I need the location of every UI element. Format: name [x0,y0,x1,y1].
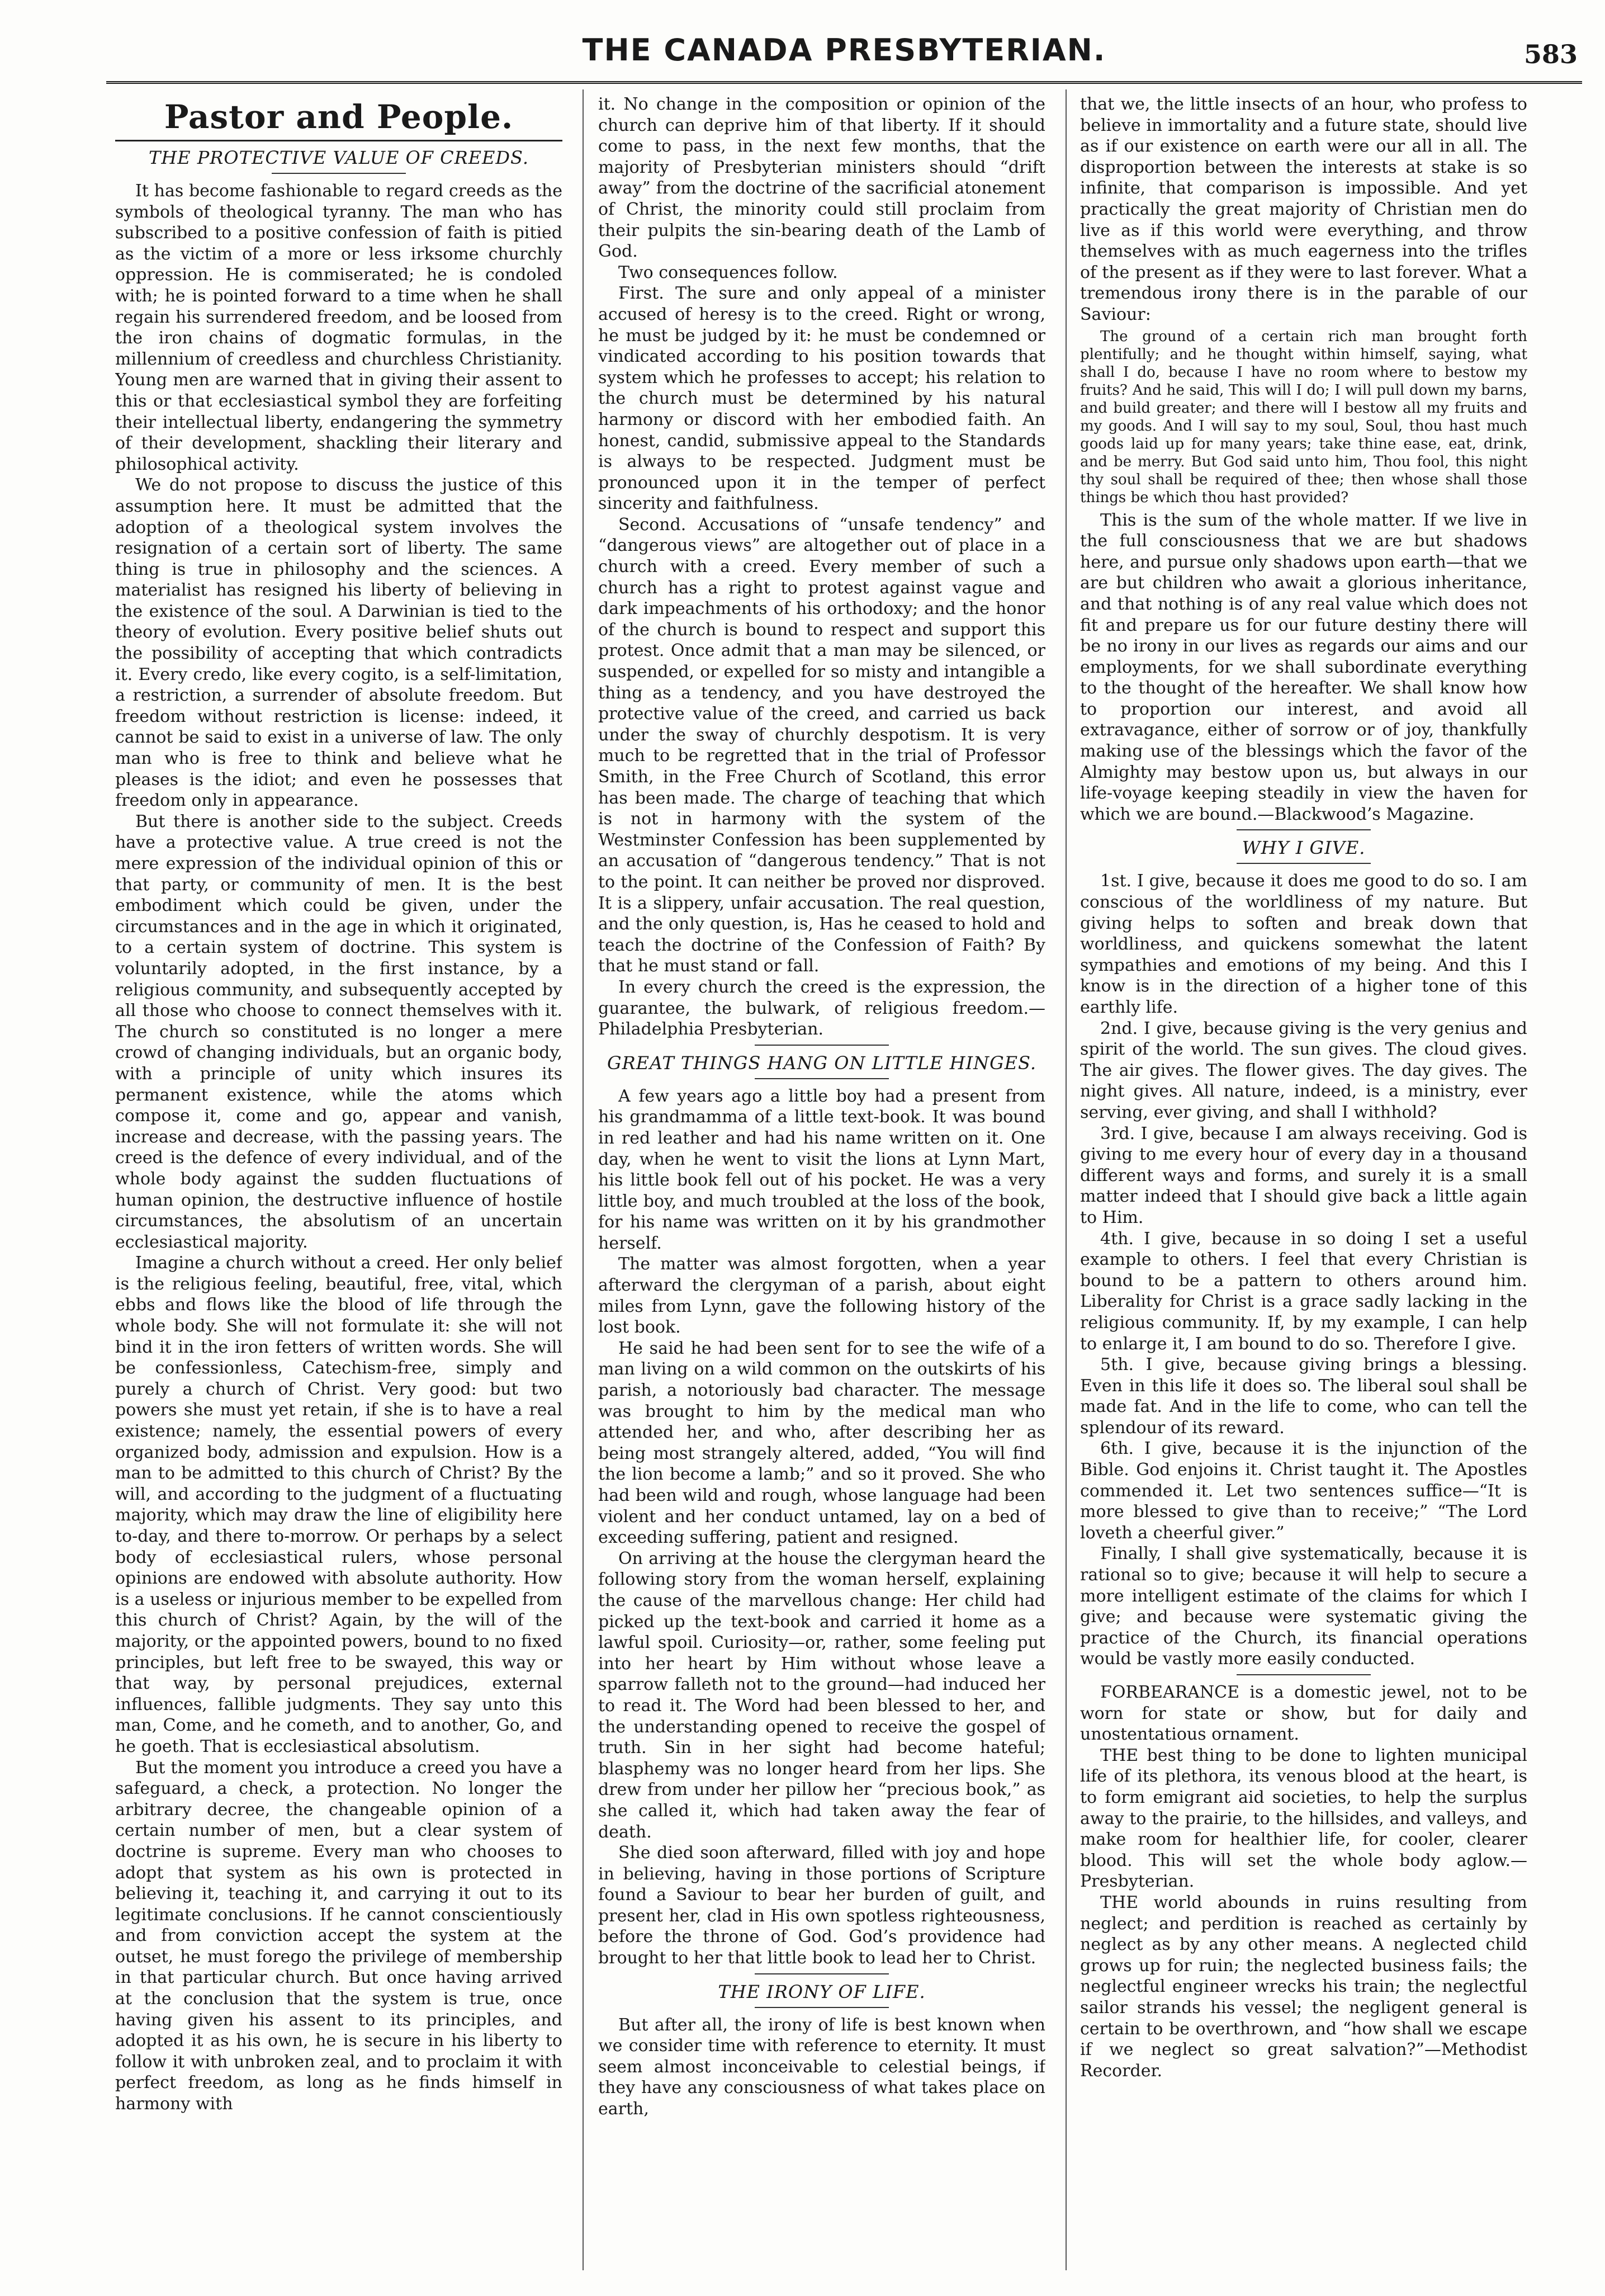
paragraph: He said he had been sent for to see the wife of a man living on a wild common on the outskirts of his parish, a notoriously bad character. The message was brought to him by the medical man who attended her, and who, after describing her as being most strangely altered, added, “You will find the lion become a lamb;” and so it proved. She who had been wild and rough, whose language had been violent and her conduct untamed, lay on a bed of exceeding suffering, patient and resigned. [598,1338,1045,1548]
divider [755,1973,889,1974]
paragraph: Imagine a church without a creed. Her only belief is the religious feeling, beautiful, free, vital, which ebbs and flows like the blood of life through the whole body. She will not formulate it: she will not bind it in the iron fetters of written words. She will be confessionless, Catechism-free, simply and purely a church of Christ. Very good: but two powers she must yet retain, if she is to have a real existence; namely, the essential powers of every organized body, admission and expulsion. How is a man to be admitted to this church of Christ? By the will, and according to the judgment of a fluctuating majority, which may draw the line of eligibility here to-day, and there to-morrow. Or perhaps by a select body of ecclesiastical rulers, whose personal opinions are endowed with absolute authority. How is a useless or injurious member to be expelled from this church of Christ? Again, by the will of the majority, or the appointed powers, bound to no fixed principles, but left free to be swayed, this way or that way, by personal prejudices, external influences, fallible judgments. They say unto this man, Come, and he cometh, and to another, Go, and he goeth. That is ecclesiastical absolutism. [115,1253,562,1756]
paragraph: that we, the little insects of an hour, who profess to believe in immortality and a future state, should live as if our existence on earth were our all in all. The disproportion between the interests at stake is so infinite, that comparison is impossible. And yet practically the great majority of Christian men do live as if this world were everything, and throw themselves with as much eagerness into the trifles of the present as if they were to last forever. What a tremendous irony there is in the parable of our Saviour: [1080,95,1527,324]
divider [115,140,562,141]
paragraph: 4th. I give, because in so doing I set a useful example to others. I feel that every Christian is bound to be a pattern to others around him. Liberality for Christ is a grace sadly lacking in the religious community. If, by my example, I can help to enlarge it, I am bound to do so. Therefore I give. [1080,1229,1527,1354]
department-title: Pastor and People. [164,98,514,136]
paragraph: it. No change in the composition or opinion of the church can deprive him of that liberty. If it should come to pass, in the next few months, that the majority of Presbyterian ministers should “drift away” from the doctrine of the sacrificial atonement of Christ, the minority could still proclaim from their pulpits the sin-bearing death of the Lamb of God. [598,95,1045,262]
paragraph: 5th. I give, because giving brings a blessing. Even in this life it does so. The liberal soul shall be made fat. And in the life to come, who can tell the splendour of its reward. [1080,1355,1527,1438]
paragraph: 2nd. I give, because giving is the very genius and spirit of the world. The sun gives. The cloud gives. The air gives. The flower gives. The day gives. The night gives. All nature, indeed, is a ministry, ever serving, ever giving, and shall I withhold? [1080,1018,1527,1122]
paragraph: Finally, I shall give systematically, because it is rational so to give; because it will help to secure a more intelligent estimate of the claims for which I give; and because were systematic giving the practice of the Church, its financial operations would be vastly more easily conducted. [1080,1544,1527,1669]
paragraph: First. The sure and only appeal of a minister accused of heresy is to the creed. Right or wrong, he must be judged by it: he must be condemned or vindicated according to his position towards that system which he professes to accept; his relation to the church must be determined by his natural harmony or discord with her embodied faith. An honest, candid, submissive appeal to the Standards is always to be respected. Judgment must be pronounced upon it in the temper of perfect sincerity and faithfulness. [598,284,1045,514]
divider [755,1045,889,1046]
publication-title: THE CANADA PRESBYTERIAN. [582,32,1106,68]
article-title: WHY I GIVE. [1242,837,1366,859]
paragraph: But the moment you introduce a creed you have a safeguard, a check, a protection. No longer the arbitrary decree, the changeable opinion of a certain number of men, but a clear system of doctrine is supreme. Every man who chooses to adopt that system as his own is protected in believing it, teaching it, and carrying it out to its legitimate conclusions. If he cannot conscientiously and from conviction accept the system at the outset, he must forego the privilege of membership in that particular church. But once having arrived at the conclusion that the system is true, once having given his assent to its principles, and adopted it as his own, he is secure in his liberty to follow it with unbroken zeal, and to proclaim it with perfect freedom, as long as he finds himself in harmony with [115,1758,562,2114]
divider [1237,1674,1371,1675]
article-title: THE PROTECTIVE VALUE OF CREEDS. [148,147,529,168]
paragraph: In every church the creed is the expression, the guarantee, the bulwark, of religious freedom.—Philadelphia Presbyterian. [598,977,1045,1040]
news-item: THE world abounds in ruins resulting from neglect; and perdition is reached as certainly by neglect as by any other means. A neglected child grows up for ruin; the neglected business fails; the neglectful engineer wrecks his train; the neglectful sailor strands his vessel; the negligent general is certain to be overthrown, and “how shall we escape if we neglect so great salvation?”—Methodist Recorder. [1080,1892,1527,2081]
news-item: FORBEARANCE is a domestic jewel, not to be worn for state or show, but for daily and unostentatious ornament. [1080,1683,1527,1745]
paragraph: Two consequences follow. [618,262,838,282]
masthead [106,0,1582,84]
news-item: THE best thing to be done to lighten municipal life of its plethora, its venous blood at the heart, is to form emigrant aid societies, to help the surplus away to the prairie, to the hillsides, and valleys, and make room for healthier life, for cooler, clearer blood. This will set the whole body aglow.—Presbyterian. [1080,1745,1527,1892]
paragraph: But after all, the irony of life is best known when we consider time with reference to eternity. It must seem almost inconceivable to celestial beings, if they have any consciousness of what takes place on earth, [598,2015,1045,2119]
divider [755,1078,889,1079]
article-title: THE IRONY OF LIFE. [718,1981,926,2002]
paragraph: She died soon afterward, filled with joy and hope in believing, having in those portions of Scripture found a Saviour to bear her burden of guilt, and present her, clad in His own spotless righteousness, before the throne of God. God’s providence had brought to her that little book to lead her to Christ. [598,1843,1045,1968]
column-3 [1080,94,1527,2264]
paragraph: 3rd. I give, because I am always receiving. God is giving to me every hour of every day in a thousand different ways and forms, and surely it is a small matter indeed that I should give back a little again to Him. [1080,1123,1527,1227]
paragraph: It has become fashionable to regard creeds as the symbols of theological tyranny. The man who has subscribed to a positive confession of faith is pitied as the victim of a more or less irksome churchly oppression. He is commiserated; he is condoled with; he is pointed forward to a time when he shall regain his surrendered freedom, and be loosed from the iron chains of dogmatic formulas, in the millennium of creedless and churchless Christianity. Young men are warned that in giving their assent to this or that ecclesiastical symbol they are forfeiting their intellectual liberty, endangering the symmetry of their development, shackling their literary and philosophical activity. [115,181,562,474]
paragraph: A few years ago a little boy had a present from his grandmamma of a little text-book. It was bound in red leather and had his name written on it. One day, when he went to visit the lions at Lynn Mart, his little book fell out of his pocket. He was a very little boy, and much troubled at the loss of the book, for his name was written on it by his grandmother herself. [598,1086,1045,1253]
paragraph: On arriving at the house the clergyman heard the following story from the woman herself, explaining the cause of the marvellous change: Her child had picked up the text-book and carried it home as a lawful spoil. Curiosity—or, rather, some feeling put into her heart by Him without whose leave a sparrow falleth not to the ground—had induced her to read it. The Word had been blessed to her, and the understanding opened to receive the gospel of truth. Sin in her sight had become hateful; blasphemy was no longer heard from her lips. She drew from under her pillow her “precious book,” as she called it, which had taken away the fear of death. [598,1548,1045,1842]
paragraph: We do not propose to discuss the justice of this assumption here. It must be admitted that the adoption of a theological system involves the resignation of a certain sort of liberty. The same thing is true in philosophy and the sciences. A materialist has resigned his liberty of believing in the existence of the soul. A Darwinian is tied to the theory of evolution. Every positive belief shuts out the possibility of accepting that which contradicts it. Every credo, like every cogito, is a self-limitation, a restriction, a surrender of absolute freedom. But freedom without restriction is license: indeed, it cannot be said to exist in a universe of law. The only man who is free to think and believe what he pleases is the idiot; and even he possesses that freedom only in appearance. [115,475,562,811]
page-number: 583 [1523,39,1578,69]
column-rule [583,89,584,2270]
column-rule [1066,89,1067,2270]
divider [272,173,406,174]
paragraph: This is the sum of the whole matter. If we live in the full consciousness that we are but shadows here, and pursue only shadows upon earth—that we are but children who await a glorious inheritance, and that nothing is of any real value which does not fit and prepare us for our future destiny there will be no irony in our lives as regards our aims and our employments, for we shall subordinate everything to the thought of the hereafter. We shall know how to proportion our interest, and avoid all extravagance, either of sorrow or of joy, thankfully making use of the blessings which the favor of the Almighty may bestow upon us, but always in our life-voyage keeping steadily in view the haven for which we are bound.—Blackwood’s Magazine. [1080,510,1527,824]
column-2 [598,94,1045,2264]
article-title: GREAT THINGS HANG ON LITTLE HINGES. [607,1052,1036,1074]
divider [755,2007,889,2008]
paragraph: 6th. I give, because it is the injunction of the Bible. God enjoins it. Christ taught it. The Apostles commended it. Let two sentences suffice—“It is more blessed to give than to receive;” “The Lord loveth a cheerful giver.” [1080,1439,1527,1543]
paragraph: Second. Accusations of “unsafe tendency” and “dangerous views” are altogether out of place in a church with a creed. Every member of such a church has a right to protest against vague and dark impeachments of his orthodoxy; and the honor of the church is bound to respect and support this protest. Once admit that a man may be silenced, or suspended, or expelled for so misty and intangible a thing as a tendency, and you have destroyed the protective value of the creed, and carried us back under the sway of churchly despotism. It is very much to be regretted that in the trial of Professor Smith, in the Free Church of Scotland, this error has been made. The charge of teaching that which is not in harmony with the system of the Westminster Confession has been supplemented by an accusation of “dangerous tendency.” That is not to the point. It can neither be proved nor disproved. It is a slippery, unfair accusation. The real question, and the only question, is, Has he ceased to hold and teach the doctrine of the Confession of Faith? By that he must stand or fall. [598,514,1045,976]
paragraph: But there is another side to the subject. Creeds have a protective value. A true creed is not the mere expression of the individual opinion of this or that party, or community of men. It is the best embodiment which could be given, under the circumstances and in the age in which it originated, to a certain system of doctrine. This system is voluntarily adopted, in the first instance, by a religious community, and subsequently accepted by all those who choose to connect themselves with it. The church so constituted is no longer a mere crowd of changing individuals, but an organic body, with a principle of unity which insures its permanent existence, while the atoms which compose it, come and go, appear and vanish, increase and decrease, with the passing years. The creed is the defence of every individual, and of the whole body against the sudden fluctuations of human opinion, the destructive influence of hostile circumstances, the absolutism of an uncertain ecclesiastical majority. [115,811,562,1252]
divider [1237,829,1371,830]
paragraph: The matter was almost forgotten, when a year afterward the clergyman of a parish, about eight miles from Lynn, gave the following history of the lost book. [598,1254,1045,1338]
paragraph: 1st. I give, because it does me good to do so. I am conscious of the worldliness of my nature. But giving helps to soften and break down that worldliness, and quickens somewhat the latent sympathies and emotions of my being. And this I know is in the direction of a higher tone of this earthly life. [1080,871,1527,1017]
scripture-quote: The ground of a certain rich man brought forth plentifully; and he thought within himself, saying, what shall I do, because I have no room where to bestow my fruits? And he said, This will I do; I will pull down my barns, and build greater; and there will I bestow all my fruits and my goods. And I will say to my soul, Soul, thou hast much goods laid up for many years; take thine ease, eat, drink, and be merry. But God said unto him, Thou fool, this night thy soul shall be required of thee; then whose shall those things be which thou hast provided? [1080,328,1527,506]
column-1 [115,94,562,2264]
divider [1237,863,1371,864]
